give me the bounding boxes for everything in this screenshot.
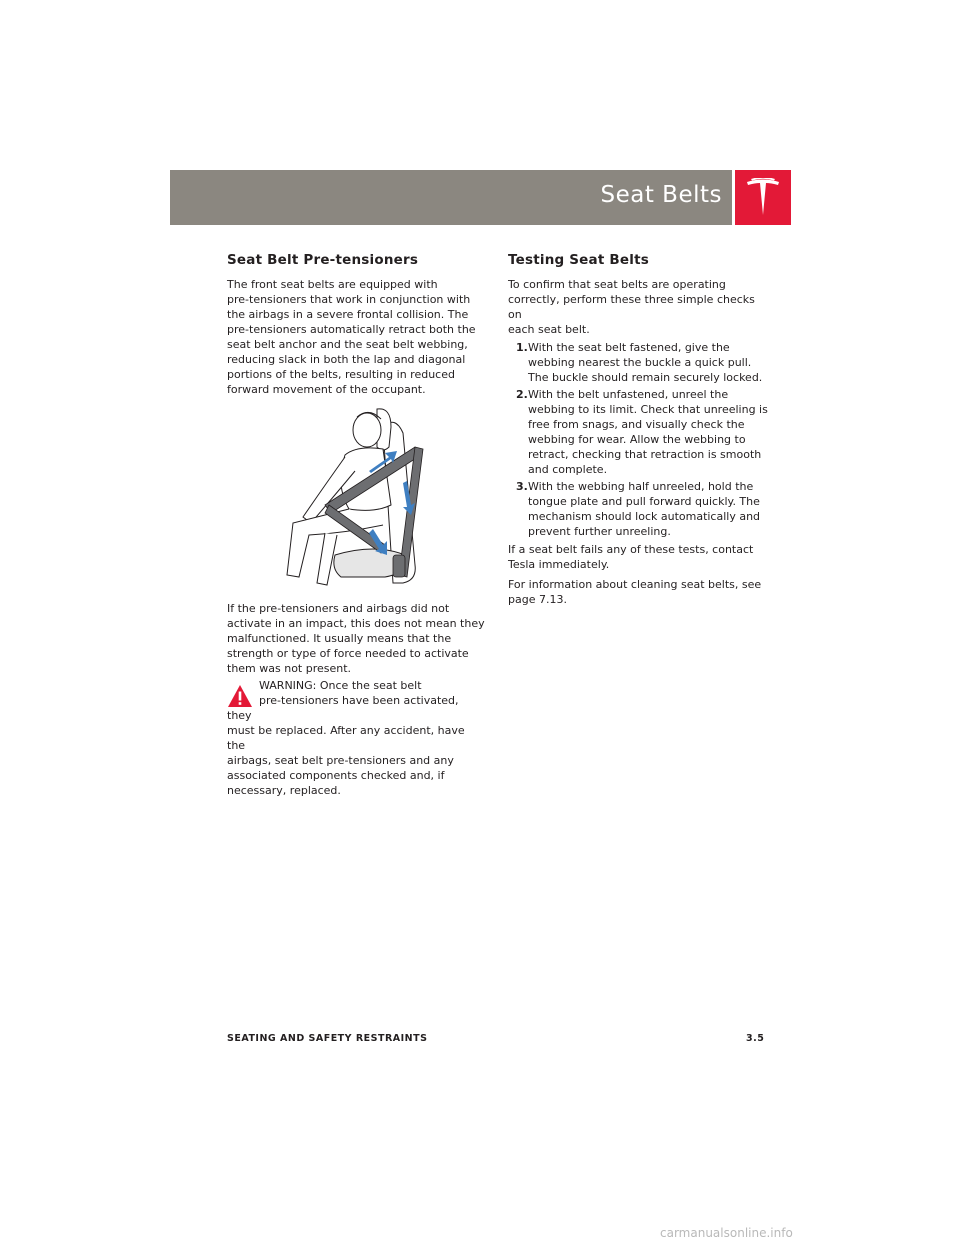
testing-steps (508, 340, 768, 539)
tesla-logo-icon (745, 178, 781, 218)
list-item: 1. With the seat belt fastened, give the webbing nearest the buckle a quick pull. The buckle should remain securely locked. (516, 341, 763, 384)
seat-belt-illustration (265, 405, 445, 595)
section-heading-pretensioners: Seat Belt Pre-tensioners (227, 252, 419, 268)
warning-triangle-icon (227, 684, 253, 708)
pretensioners-activation-text: If the pre-tensioners and airbags did not activate in an impact, this does not mean they malfunctioned. It usually means that the strength or type of force needed to activate them was not present. (227, 602, 485, 675)
page-title: Seat Belts (600, 182, 722, 208)
footer-section-name: SEATING AND SAFETY RESTRAINTS (227, 1033, 428, 1044)
right-column (508, 252, 768, 607)
list-item: 3. With the webbing half unreeled, hold the tongue plate and pull forward quickly. The mechanism should lock automatically and prevent further unreeling. (516, 480, 761, 538)
footer-page-number: 3.5 (746, 1033, 765, 1044)
watermark-text: carmanualsonline.info (660, 1226, 793, 1240)
logo-box (735, 170, 791, 225)
header-bar (170, 170, 732, 225)
testing-intro: To confirm that seat belts are operating correctly, perform these three simple checks on each seat belt. (508, 278, 755, 336)
cleaning-reference-text: For information about cleaning seat belts, see page 7.13. (508, 578, 762, 606)
list-item: 2. With the belt unfastened, unreel the webbing to its limit. Check that unreeling is free from snags, and visually check the webbing for wear. Allow the webbing to retract, checking that retraction is smooth and complete. (516, 388, 768, 476)
warning-text: WARNING: Once the seat belt pre-tensioners have been activated, they must be replaced. After any accident, have the airbags, seat belt pre-tensioners and any associated components checked and, if necessary, replaced. (227, 679, 465, 797)
left-column (227, 252, 485, 397)
section-heading-testing: Testing Seat Belts (508, 252, 649, 268)
warning-block (227, 678, 485, 798)
pretensioners-intro: The front seat belts are equipped with pre-tensioners that work in conjunction with the airbags in a severe frontal collision. The pre-tensioners automatically retract both the seat belt anchor and the seat belt webbing, reducing slack in both the lap and diagonal portions of the belts, resulting in reduced forward movement of the occupant. (227, 278, 476, 396)
fail-contact-text: If a seat belt fails any of these tests, contact Tesla immediately. (508, 543, 754, 571)
